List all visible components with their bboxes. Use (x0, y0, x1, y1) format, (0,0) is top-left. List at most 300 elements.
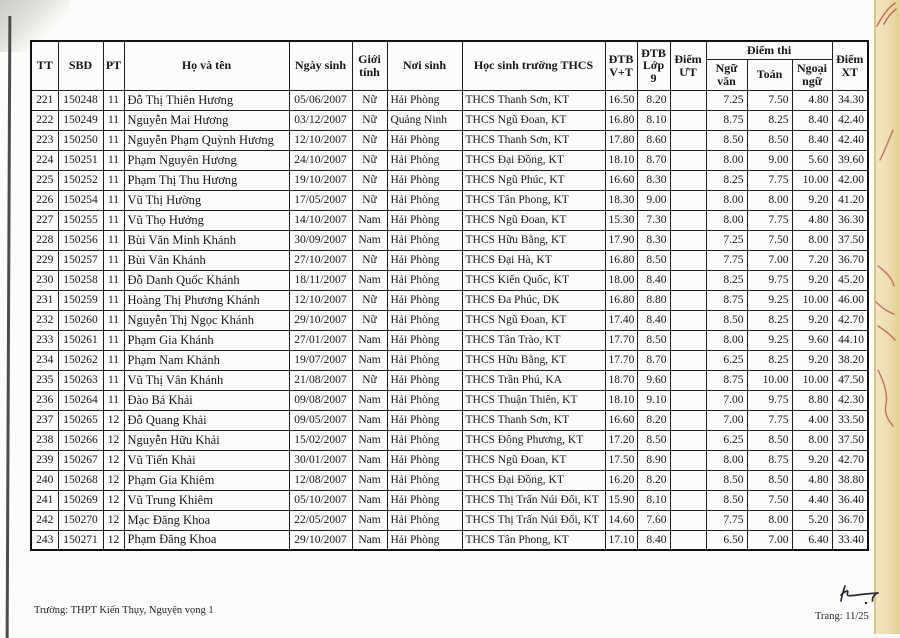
cell-total: 42.70 (832, 310, 868, 330)
header-avg-grade9: ĐTB Lớp 9 (637, 41, 670, 90)
cell-school: THCS Đại Hà, KT (462, 250, 605, 270)
cell-avg-grade9: 8.10 (637, 110, 670, 130)
cell-tt: 236 (31, 390, 58, 410)
cell-foreign-lang: 5.20 (792, 510, 832, 530)
table-row (31, 530, 868, 550)
cell-gender: Nam (352, 490, 387, 510)
cell-dob: 09/08/2007 (289, 390, 352, 410)
cell-school: THCS Đa Phúc, DK (462, 290, 605, 310)
cell-gender: Nam (352, 390, 387, 410)
cell-school: THCS Tân Trào, KT (462, 330, 605, 350)
cell-school: THCS Thuận Thiên, KT (462, 390, 605, 410)
cell-literature: 6.25 (706, 350, 747, 370)
cell-dob: 22/05/2007 (289, 510, 352, 530)
cell-school: THCS Tân Phong, KT (462, 190, 605, 210)
cell-name: Đỗ Thị Thiên Hương (124, 90, 289, 110)
cell-name: Nguyễn Phạm Quỳnh Hương (124, 130, 289, 150)
cell-priority (670, 390, 706, 410)
cell-avg-grade9: 8.20 (637, 470, 670, 490)
cell-pt: 11 (103, 330, 124, 350)
cell-sbd: 150250 (58, 130, 103, 150)
cell-tt: 237 (31, 410, 58, 430)
cell-literature: 6.25 (706, 430, 747, 450)
cell-math: 8.25 (747, 310, 792, 330)
cell-sbd: 150262 (58, 350, 103, 370)
cell-priority (670, 370, 706, 390)
cell-math: 8.00 (747, 190, 792, 210)
cell-total: 44.10 (832, 330, 868, 350)
cell-priority (670, 270, 706, 290)
cell-pt: 12 (103, 410, 124, 430)
cell-tt: 242 (31, 510, 58, 530)
cell-avg-vt: 17.80 (605, 130, 637, 150)
cell-sbd: 150258 (58, 270, 103, 290)
cell-dob: 17/05/2007 (289, 190, 352, 210)
cell-dob: 27/01/2007 (289, 330, 352, 350)
header-math: Toán (747, 59, 792, 90)
scan-left-edge-line (6, 16, 12, 638)
cell-sbd: 150259 (58, 290, 103, 310)
cell-school: THCS Trần Phú, KA (462, 370, 605, 390)
cell-total: 42.40 (832, 130, 868, 150)
table-row (31, 170, 868, 190)
cell-avg-vt: 16.80 (605, 290, 637, 310)
cell-dob: 09/05/2007 (289, 410, 352, 430)
cell-name: Phạm Thị Thu Hương (124, 170, 289, 190)
table-body (31, 90, 868, 550)
table-row (31, 250, 868, 270)
cell-name: Vũ Tiến Khải (124, 450, 289, 470)
table-row (31, 190, 868, 210)
cell-math: 9.75 (747, 390, 792, 410)
cell-total: 42.40 (832, 110, 868, 130)
table-row (31, 150, 868, 170)
cell-priority (670, 210, 706, 230)
cell-birthplace: Hải Phòng (387, 410, 462, 430)
cell-avg-vt: 18.00 (605, 270, 637, 290)
cell-name: Phạm Gia Khánh (124, 330, 289, 350)
cell-avg-vt: 17.70 (605, 330, 637, 350)
cell-total: 36.70 (832, 510, 868, 530)
table-row (31, 210, 868, 230)
cell-priority (670, 470, 706, 490)
cell-literature: 6.50 (706, 530, 747, 550)
cell-avg-vt: 16.20 (605, 470, 637, 490)
cell-avg-vt: 16.80 (605, 110, 637, 130)
header-avg-vt: ĐTB V+T (605, 41, 637, 90)
cell-sbd: 150256 (58, 230, 103, 250)
cell-math: 7.75 (747, 170, 792, 190)
table-row (31, 310, 868, 330)
cell-tt: 229 (31, 250, 58, 270)
cell-foreign-lang: 9.20 (792, 190, 832, 210)
cell-school: THCS Hữu Bằng, KT (462, 350, 605, 370)
cell-foreign-lang: 4.00 (792, 410, 832, 430)
cell-name: Bùi Văn Minh Khánh (124, 230, 289, 250)
cell-foreign-lang: 10.00 (792, 290, 832, 310)
cell-math: 7.75 (747, 410, 792, 430)
cell-avg-vt: 15.90 (605, 490, 637, 510)
table-header (31, 41, 868, 90)
cell-birthplace: Quảng Ninh (387, 110, 462, 130)
cell-total: 37.50 (832, 230, 868, 250)
cell-avg-vt: 16.60 (605, 410, 637, 430)
handwritten-signature (833, 583, 881, 609)
cell-sbd: 150267 (58, 450, 103, 470)
cell-dob: 03/12/2007 (289, 110, 352, 130)
cell-total: 37.50 (832, 430, 868, 450)
cell-avg-grade9: 8.30 (637, 170, 670, 190)
cell-dob: 24/10/2007 (289, 150, 352, 170)
cell-dob: 29/10/2007 (289, 310, 352, 330)
cell-name: Vũ Thị Vân Khánh (124, 370, 289, 390)
cell-avg-vt: 17.70 (605, 350, 637, 370)
cell-total: 34.30 (832, 90, 868, 110)
header-school: Học sinh trường THCS (462, 41, 605, 90)
cell-avg-vt: 18.30 (605, 190, 637, 210)
cell-math: 9.75 (747, 270, 792, 290)
header-name: Họ và tên (124, 41, 289, 90)
cell-avg-vt: 18.70 (605, 370, 637, 390)
cell-pt: 11 (103, 290, 124, 310)
cell-foreign-lang: 8.00 (792, 230, 832, 250)
cell-sbd: 150270 (58, 510, 103, 530)
cell-school: THCS Ngũ Đoan, KT (462, 110, 605, 130)
cell-avg-vt: 15.30 (605, 210, 637, 230)
table-row (31, 130, 868, 150)
cell-math: 8.50 (747, 130, 792, 150)
cell-name: Phạm Gia Khiêm (124, 470, 289, 490)
red-pen-mark (874, 2, 898, 28)
cell-gender: Nữ (352, 190, 387, 210)
cell-birthplace: Hải Phòng (387, 270, 462, 290)
cell-name: Đỗ Quang Khải (124, 410, 289, 430)
cell-total: 45.20 (832, 270, 868, 290)
footer-page-number: Trang: 11/25 (815, 611, 869, 622)
cell-pt: 11 (103, 110, 124, 130)
cell-tt: 239 (31, 450, 58, 470)
cell-math: 8.75 (747, 450, 792, 470)
cell-avg-vt: 17.10 (605, 530, 637, 550)
cell-foreign-lang: 4.40 (792, 490, 832, 510)
cell-school: THCS Thanh Sơn, KT (462, 130, 605, 150)
red-pen-mark (876, 128, 896, 162)
cell-gender: Nữ (352, 130, 387, 150)
cell-priority (670, 230, 706, 250)
cell-literature: 8.25 (706, 270, 747, 290)
cell-gender: Nam (352, 410, 387, 430)
cell-dob: 19/10/2007 (289, 170, 352, 190)
cell-foreign-lang: 8.80 (792, 390, 832, 410)
table-row (31, 290, 868, 310)
cell-total: 42.30 (832, 390, 868, 410)
cell-gender: Nam (352, 350, 387, 370)
cell-pt: 11 (103, 90, 124, 110)
cell-dob: 29/10/2007 (289, 530, 352, 550)
cell-literature: 7.00 (706, 410, 747, 430)
cell-total: 42.00 (832, 170, 868, 190)
cell-birthplace: Hải Phòng (387, 390, 462, 410)
cell-name: Nguyễn Mai Hương (124, 110, 289, 130)
cell-avg-grade9: 8.40 (637, 310, 670, 330)
cell-sbd: 150249 (58, 110, 103, 130)
cell-school: THCS Đại Đồng, KT (462, 470, 605, 490)
cell-foreign-lang: 6.40 (792, 530, 832, 550)
cell-school: THCS Ngũ Đoan, KT (462, 310, 605, 330)
cell-sbd: 150271 (58, 530, 103, 550)
cell-sbd: 150257 (58, 250, 103, 270)
cell-dob: 18/11/2007 (289, 270, 352, 290)
cell-literature: 8.00 (706, 450, 747, 470)
cell-avg-grade9: 8.50 (637, 430, 670, 450)
cell-tt: 226 (31, 190, 58, 210)
cell-tt: 231 (31, 290, 58, 310)
cell-priority (670, 430, 706, 450)
cell-foreign-lang: 9.20 (792, 270, 832, 290)
cell-sbd: 150268 (58, 470, 103, 490)
cell-gender: Nam (352, 430, 387, 450)
cell-pt: 11 (103, 190, 124, 210)
cell-literature: 8.75 (706, 110, 747, 130)
cell-foreign-lang: 4.80 (792, 90, 832, 110)
cell-pt: 11 (103, 390, 124, 410)
cell-priority (670, 350, 706, 370)
cell-literature: 7.25 (706, 230, 747, 250)
cell-math: 9.25 (747, 330, 792, 350)
cell-pt: 11 (103, 250, 124, 270)
cell-avg-grade9: 8.30 (637, 230, 670, 250)
cell-name: Mạc Đăng Khoa (124, 510, 289, 530)
header-total: Điểm XT (832, 41, 868, 90)
cell-school: THCS Kiến Quốc, KT (462, 270, 605, 290)
red-pen-mark (872, 262, 898, 342)
cell-gender: Nữ (352, 150, 387, 170)
cell-avg-grade9: 8.10 (637, 490, 670, 510)
header-sbd: SBD (58, 41, 103, 90)
cell-birthplace: Hải Phòng (387, 290, 462, 310)
cell-literature: 8.00 (706, 150, 747, 170)
footer-school-label: Trường: THPT Kiến Thụy, Nguyện vọng 1 (34, 605, 214, 616)
cell-literature: 8.50 (706, 310, 747, 330)
cell-math: 8.25 (747, 110, 792, 130)
header-birthplace: Nơi sinh (387, 41, 462, 90)
cell-avg-vt: 14.60 (605, 510, 637, 530)
table-row (31, 430, 868, 450)
cell-priority (670, 150, 706, 170)
table-row (31, 350, 868, 370)
cell-foreign-lang: 5.60 (792, 150, 832, 170)
cell-sbd: 150265 (58, 410, 103, 430)
cell-sbd: 150269 (58, 490, 103, 510)
table-row (31, 450, 868, 470)
cell-tt: 221 (31, 90, 58, 110)
cell-foreign-lang: 9.20 (792, 350, 832, 370)
cell-name: Đỗ Danh Quốc Khánh (124, 270, 289, 290)
cell-priority (670, 310, 706, 330)
cell-literature: 8.25 (706, 170, 747, 190)
cell-pt: 11 (103, 210, 124, 230)
cell-birthplace: Hải Phòng (387, 450, 462, 470)
cell-literature: 8.75 (706, 370, 747, 390)
cell-gender: Nữ (352, 370, 387, 390)
cell-avg-vt: 17.20 (605, 430, 637, 450)
cell-avg-grade9: 8.80 (637, 290, 670, 310)
cell-math: 10.00 (747, 370, 792, 390)
cell-pt: 11 (103, 350, 124, 370)
cell-priority (670, 250, 706, 270)
cell-avg-vt: 17.50 (605, 450, 637, 470)
cell-dob: 12/10/2007 (289, 290, 352, 310)
cell-school: THCS Thị Trấn Núi Đối, KT (462, 490, 605, 510)
cell-avg-grade9: 8.40 (637, 530, 670, 550)
cell-priority (670, 110, 706, 130)
cell-literature: 8.00 (706, 210, 747, 230)
table-row (31, 90, 868, 110)
cell-gender: Nữ (352, 250, 387, 270)
cell-birthplace: Hải Phòng (387, 150, 462, 170)
cell-foreign-lang: 8.00 (792, 430, 832, 450)
cell-avg-vt: 17.40 (605, 310, 637, 330)
cell-avg-grade9: 8.70 (637, 350, 670, 370)
cell-avg-vt: 18.10 (605, 390, 637, 410)
cell-priority (670, 530, 706, 550)
cell-priority (670, 410, 706, 430)
cell-foreign-lang: 10.00 (792, 370, 832, 390)
cell-avg-grade9: 8.90 (637, 450, 670, 470)
cell-pt: 12 (103, 530, 124, 550)
cell-foreign-lang: 7.20 (792, 250, 832, 270)
cell-dob: 19/07/2007 (289, 350, 352, 370)
cell-birthplace: Hải Phòng (387, 170, 462, 190)
cell-name: Hoàng Thị Phương Khánh (124, 290, 289, 310)
cell-literature: 8.50 (706, 490, 747, 510)
cell-literature: 8.00 (706, 190, 747, 210)
cell-school: THCS Ngũ Đoan, KT (462, 450, 605, 470)
cell-foreign-lang: 4.80 (792, 210, 832, 230)
cell-sbd: 150261 (58, 330, 103, 350)
cell-gender: Nữ (352, 310, 387, 330)
cell-math: 9.25 (747, 290, 792, 310)
cell-gender: Nam (352, 330, 387, 350)
cell-name: Phạm Nguyên Hương (124, 150, 289, 170)
cell-gender: Nữ (352, 90, 387, 110)
cell-pt: 11 (103, 310, 124, 330)
cell-total: 39.60 (832, 150, 868, 170)
cell-priority (670, 450, 706, 470)
cell-math: 8.50 (747, 470, 792, 490)
cell-sbd: 150264 (58, 390, 103, 410)
cell-avg-grade9: 8.50 (637, 330, 670, 350)
cell-dob: 12/08/2007 (289, 470, 352, 490)
cell-dob: 14/10/2007 (289, 210, 352, 230)
cell-avg-vt: 16.60 (605, 170, 637, 190)
cell-school: THCS Đại Đồng, KT (462, 150, 605, 170)
cell-math: 7.75 (747, 210, 792, 230)
header-dob: Ngày sinh (289, 41, 352, 90)
cell-math: 7.50 (747, 90, 792, 110)
cell-name: Nguyễn Thị Ngọc Khánh (124, 310, 289, 330)
header-tt: TT (31, 41, 58, 90)
cell-math: 9.00 (747, 150, 792, 170)
cell-birthplace: Hải Phòng (387, 510, 462, 530)
cell-sbd: 150251 (58, 150, 103, 170)
cell-sbd: 150263 (58, 370, 103, 390)
cell-tt: 230 (31, 270, 58, 290)
cell-literature: 7.75 (706, 510, 747, 530)
table-row (31, 270, 868, 290)
cell-foreign-lang: 8.40 (792, 110, 832, 130)
cell-total: 36.70 (832, 250, 868, 270)
cell-total: 38.20 (832, 350, 868, 370)
cell-literature: 8.75 (706, 290, 747, 310)
cell-name: Vũ Thọ Hưởng (124, 210, 289, 230)
cell-total: 33.40 (832, 530, 868, 550)
cell-pt: 12 (103, 510, 124, 530)
cell-tt: 227 (31, 210, 58, 230)
cell-dob: 30/09/2007 (289, 230, 352, 250)
cell-pt: 11 (103, 270, 124, 290)
cell-math: 7.50 (747, 230, 792, 250)
cell-avg-grade9: 9.60 (637, 370, 670, 390)
cell-sbd: 150254 (58, 190, 103, 210)
cell-gender: Nam (352, 530, 387, 550)
cell-avg-grade9: 8.60 (637, 130, 670, 150)
cell-avg-vt: 16.50 (605, 90, 637, 110)
cell-tt: 234 (31, 350, 58, 370)
table-row (31, 110, 868, 130)
cell-birthplace: Hải Phòng (387, 350, 462, 370)
cell-sbd: 150255 (58, 210, 103, 230)
cell-total: 46.00 (832, 290, 868, 310)
cell-dob: 05/10/2007 (289, 490, 352, 510)
cell-birthplace: Hải Phòng (387, 530, 462, 550)
cell-school: THCS Thanh Sơn, KT (462, 410, 605, 430)
cell-gender: Nam (352, 470, 387, 490)
cell-gender: Nam (352, 270, 387, 290)
cell-priority (670, 90, 706, 110)
header-foreign-lang: Ngoại ngữ (792, 59, 832, 90)
cell-tt: 235 (31, 370, 58, 390)
cell-foreign-lang: 9.20 (792, 310, 832, 330)
cell-foreign-lang: 8.40 (792, 130, 832, 150)
cell-foreign-lang: 4.80 (792, 470, 832, 490)
cell-avg-grade9: 8.40 (637, 270, 670, 290)
cell-tt: 232 (31, 310, 58, 330)
cell-pt: 11 (103, 170, 124, 190)
table-row (31, 390, 868, 410)
cell-priority (670, 190, 706, 210)
header-literature: Ngữ văn (706, 59, 747, 90)
cell-dob: 12/10/2007 (289, 130, 352, 150)
table-row (31, 410, 868, 430)
cell-total: 47.50 (832, 370, 868, 390)
cell-name: Vũ Thị Hường (124, 190, 289, 210)
cell-avg-grade9: 7.60 (637, 510, 670, 530)
cell-dob: 21/08/2007 (289, 370, 352, 390)
cell-name: Nguyễn Hữu Khải (124, 430, 289, 450)
cell-sbd: 150248 (58, 90, 103, 110)
cell-tt: 233 (31, 330, 58, 350)
cell-birthplace: Hải Phòng (387, 230, 462, 250)
cell-math: 8.25 (747, 350, 792, 370)
cell-avg-grade9: 7.30 (637, 210, 670, 230)
cell-math: 7.50 (747, 490, 792, 510)
cell-name: Phạm Nam Khánh (124, 350, 289, 370)
cell-school: THCS Thị Trấn Núi Đối, KT (462, 510, 605, 530)
cell-dob: 30/01/2007 (289, 450, 352, 470)
cell-total: 33.50 (832, 410, 868, 430)
cell-birthplace: Hải Phòng (387, 370, 462, 390)
